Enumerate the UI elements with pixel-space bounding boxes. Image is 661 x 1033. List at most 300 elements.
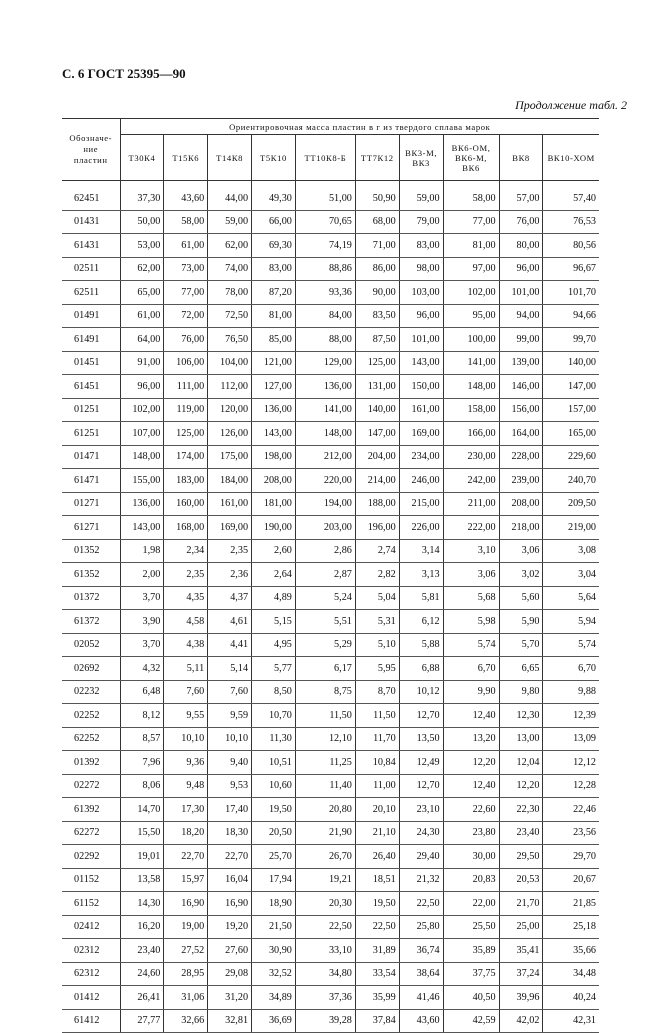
mass-value-cell: 96,00 xyxy=(399,304,443,328)
plate-designation-cell: 01451 xyxy=(62,351,120,375)
mass-value-cell: 22,30 xyxy=(499,798,543,822)
mass-value-cell: 16,90 xyxy=(208,892,252,916)
mass-value-cell: 166,00 xyxy=(443,422,499,446)
mass-value-cell: 30,00 xyxy=(443,845,499,869)
mass-value-cell: 41,46 xyxy=(399,986,443,1010)
mass-value-cell: 155,00 xyxy=(120,469,164,493)
mass-value-cell: 106,00 xyxy=(164,351,208,375)
mass-value-cell: 83,50 xyxy=(355,304,399,328)
plate-designation-cell: 61251 xyxy=(62,422,120,446)
mass-value-cell: 4,32 xyxy=(120,657,164,681)
mass-value-cell: 169,00 xyxy=(399,422,443,446)
mass-value-cell: 147,00 xyxy=(355,422,399,446)
mass-value-cell: 65,00 xyxy=(120,281,164,305)
mass-value-cell: 16,20 xyxy=(120,915,164,939)
table-row xyxy=(62,868,599,892)
mass-value-cell: 218,00 xyxy=(499,516,543,540)
mass-value-cell: 9,88 xyxy=(543,680,599,704)
mass-value-cell: 4,58 xyxy=(164,610,208,634)
plate-designation-cell: 02232 xyxy=(62,680,120,704)
grade-column-header: Т14К8 xyxy=(208,135,252,181)
mass-value-cell: 9,80 xyxy=(499,680,543,704)
mass-value-cell: 58,00 xyxy=(164,210,208,234)
mass-value-cell: 5,14 xyxy=(208,657,252,681)
mass-value-cell: 13,00 xyxy=(499,727,543,751)
mass-value-cell: 15,97 xyxy=(164,868,208,892)
mass-value-cell: 76,00 xyxy=(164,328,208,352)
mass-value-cell: 21,10 xyxy=(355,821,399,845)
mass-value-cell: 12,40 xyxy=(443,774,499,798)
mass-value-cell: 12,30 xyxy=(499,704,543,728)
mass-value-cell: 4,35 xyxy=(164,586,208,610)
mass-value-cell: 12,20 xyxy=(443,751,499,775)
mass-value-cell: 3,02 xyxy=(499,563,543,587)
mass-value-cell: 101,00 xyxy=(499,281,543,305)
mass-value-cell: 12,04 xyxy=(499,751,543,775)
mass-value-cell: 87,20 xyxy=(252,281,296,305)
mass-value-cell: 20,83 xyxy=(443,868,499,892)
mass-value-cell: 158,00 xyxy=(443,398,499,422)
mass-group-header: Ориентировочная масса пластин в г из твердого сплава марок xyxy=(120,119,599,135)
mass-value-cell: 31,20 xyxy=(208,986,252,1010)
mass-value-cell: 26,70 xyxy=(295,845,355,869)
mass-value-cell: 157,00 xyxy=(543,398,599,422)
mass-value-cell: 5,95 xyxy=(355,657,399,681)
mass-value-cell: 246,00 xyxy=(399,469,443,493)
plate-designation-cell: 02292 xyxy=(62,845,120,869)
table-header-row-group xyxy=(62,119,599,135)
mass-value-cell: 240,70 xyxy=(543,469,599,493)
table-row xyxy=(62,445,599,469)
mass-value-cell: 96,00 xyxy=(120,375,164,399)
mass-value-cell: 17,94 xyxy=(252,868,296,892)
table-row xyxy=(62,181,599,211)
mass-value-cell: 12,10 xyxy=(295,727,355,751)
grade-column-header: ВК8 xyxy=(499,135,543,181)
mass-value-cell: 7,60 xyxy=(164,680,208,704)
mass-value-cell: 228,00 xyxy=(499,445,543,469)
mass-value-cell: 53,00 xyxy=(120,234,164,258)
mass-value-cell: 76,53 xyxy=(543,210,599,234)
mass-value-cell: 8,75 xyxy=(295,680,355,704)
plate-designation-cell: 01251 xyxy=(62,398,120,422)
mass-value-cell: 169,00 xyxy=(208,516,252,540)
table-row xyxy=(62,962,599,986)
mass-value-cell: 90,00 xyxy=(355,281,399,305)
table-row xyxy=(62,821,599,845)
table-row xyxy=(62,704,599,728)
mass-value-cell: 146,00 xyxy=(499,375,543,399)
plate-designation-cell: 01271 xyxy=(62,492,120,516)
mass-value-cell: 12,28 xyxy=(543,774,599,798)
mass-value-cell: 16,04 xyxy=(208,868,252,892)
mass-value-cell: 20,80 xyxy=(295,798,355,822)
mass-value-cell: 5,60 xyxy=(499,586,543,610)
grade-column-header: ВК6-ОМ, ВК6-М, ВК6 xyxy=(443,135,499,181)
mass-value-cell: 4,95 xyxy=(252,633,296,657)
mass-value-cell: 98,00 xyxy=(399,257,443,281)
mass-value-cell: 2,60 xyxy=(252,539,296,563)
mass-value-cell: 12,40 xyxy=(443,704,499,728)
mass-value-cell: 5,64 xyxy=(543,586,599,610)
mass-value-cell: 19,21 xyxy=(295,868,355,892)
mass-value-cell: 81,00 xyxy=(443,234,499,258)
table-row xyxy=(62,375,599,399)
mass-value-cell: 127,00 xyxy=(252,375,296,399)
mass-value-cell: 25,50 xyxy=(443,915,499,939)
mass-value-cell: 242,00 xyxy=(443,469,499,493)
page-title: С. 6 ГОСТ 25395—90 xyxy=(62,66,186,81)
mass-value-cell: 5,77 xyxy=(252,657,296,681)
mass-value-cell: 11,40 xyxy=(295,774,355,798)
mass-value-cell: 3,04 xyxy=(543,563,599,587)
mass-value-cell: 99,00 xyxy=(499,328,543,352)
mass-value-cell: 6,88 xyxy=(399,657,443,681)
plate-designation-cell: 62312 xyxy=(62,962,120,986)
mass-value-cell: 22,60 xyxy=(443,798,499,822)
mass-value-cell: 222,00 xyxy=(443,516,499,540)
mass-value-cell: 13,58 xyxy=(120,868,164,892)
mass-value-cell: 95,00 xyxy=(443,304,499,328)
mass-value-cell: 10,84 xyxy=(355,751,399,775)
mass-value-cell: 9,55 xyxy=(164,704,208,728)
mass-value-cell: 42,31 xyxy=(543,1009,599,1033)
mass-value-cell: 19,50 xyxy=(252,798,296,822)
mass-value-cell: 13,09 xyxy=(543,727,599,751)
table-row xyxy=(62,210,599,234)
mass-value-cell: 3,70 xyxy=(120,586,164,610)
mass-value-cell: 20,53 xyxy=(499,868,543,892)
mass-value-cell: 59,00 xyxy=(208,210,252,234)
mass-value-cell: 12,70 xyxy=(399,704,443,728)
mass-value-cell: 91,00 xyxy=(120,351,164,375)
table-row xyxy=(62,398,599,422)
mass-value-cell: 148,00 xyxy=(295,422,355,446)
mass-value-cell: 5,31 xyxy=(355,610,399,634)
mass-value-cell: 5,74 xyxy=(543,633,599,657)
mass-value-cell: 22,00 xyxy=(443,892,499,916)
mass-value-cell: 174,00 xyxy=(164,445,208,469)
mass-value-cell: 77,00 xyxy=(164,281,208,305)
mass-value-cell: 40,50 xyxy=(443,986,499,1010)
mass-value-cell: 9,59 xyxy=(208,704,252,728)
mass-value-cell: 161,00 xyxy=(399,398,443,422)
table-row xyxy=(62,586,599,610)
mass-value-cell: 11,00 xyxy=(355,774,399,798)
table-continuation-label: Продолжение табл. 2 xyxy=(515,98,627,112)
mass-value-cell: 229,60 xyxy=(543,445,599,469)
mass-value-cell: 22,70 xyxy=(208,845,252,869)
mass-value-cell: 20,30 xyxy=(295,892,355,916)
mass-value-cell: 87,50 xyxy=(355,328,399,352)
mass-value-cell: 136,00 xyxy=(120,492,164,516)
mass-value-cell: 5,94 xyxy=(543,610,599,634)
mass-value-cell: 78,00 xyxy=(208,281,252,305)
mass-value-cell: 62,00 xyxy=(120,257,164,281)
table-row xyxy=(62,422,599,446)
mass-value-cell: 20,50 xyxy=(252,821,296,845)
mass-value-cell: 31,89 xyxy=(355,939,399,963)
mass-value-cell: 141,00 xyxy=(443,351,499,375)
mass-value-cell: 29,50 xyxy=(499,845,543,869)
plate-designation-cell: 01471 xyxy=(62,445,120,469)
mass-value-cell: 61,00 xyxy=(164,234,208,258)
grade-column-header: ВК10-ХОМ xyxy=(543,135,599,181)
plate-designation-cell: 61372 xyxy=(62,610,120,634)
mass-value-cell: 131,00 xyxy=(355,375,399,399)
mass-value-cell: 5,88 xyxy=(399,633,443,657)
mass-value-cell: 147,00 xyxy=(543,375,599,399)
mass-value-cell: 10,51 xyxy=(252,751,296,775)
mass-value-cell: 160,00 xyxy=(164,492,208,516)
mass-value-cell: 13,50 xyxy=(399,727,443,751)
plate-designation-cell: 02511 xyxy=(62,257,120,281)
mass-value-cell: 234,00 xyxy=(399,445,443,469)
grade-column-header: ТТ7К12 xyxy=(355,135,399,181)
plate-designation-cell: 02412 xyxy=(62,915,120,939)
mass-value-cell: 19,20 xyxy=(208,915,252,939)
mass-value-cell: 38,64 xyxy=(399,962,443,986)
mass-value-cell: 34,80 xyxy=(295,962,355,986)
mass-value-cell: 2,00 xyxy=(120,563,164,587)
mass-value-cell: 58,00 xyxy=(443,181,499,211)
mass-value-cell: 143,00 xyxy=(399,351,443,375)
mass-value-cell: 164,00 xyxy=(499,422,543,446)
mass-value-cell: 70,65 xyxy=(295,210,355,234)
mass-value-cell: 194,00 xyxy=(295,492,355,516)
mass-value-cell: 2,35 xyxy=(164,563,208,587)
grade-column-header: Т30К4 xyxy=(120,135,164,181)
mass-value-cell: 5,90 xyxy=(499,610,543,634)
plate-designation-cell: 61471 xyxy=(62,469,120,493)
mass-value-cell: 9,90 xyxy=(443,680,499,704)
mass-value-cell: 8,50 xyxy=(252,680,296,704)
mass-value-cell: 94,00 xyxy=(499,304,543,328)
table-row xyxy=(62,680,599,704)
mass-value-cell: 11,25 xyxy=(295,751,355,775)
mass-value-cell: 7,96 xyxy=(120,751,164,775)
mass-value-cell: 10,10 xyxy=(164,727,208,751)
mass-value-cell: 9,53 xyxy=(208,774,252,798)
mass-value-cell: 49,30 xyxy=(252,181,296,211)
grade-column-header: ВК3-М, ВК3 xyxy=(399,135,443,181)
mass-value-cell: 40,24 xyxy=(543,986,599,1010)
mass-value-cell: 239,00 xyxy=(499,469,543,493)
mass-value-cell: 214,00 xyxy=(355,469,399,493)
table-body xyxy=(62,181,599,1033)
mass-value-cell: 24,60 xyxy=(120,962,164,986)
mass-value-cell: 13,20 xyxy=(443,727,499,751)
mass-value-cell: 23,40 xyxy=(120,939,164,963)
mass-value-cell: 19,50 xyxy=(355,892,399,916)
mass-value-cell: 140,00 xyxy=(355,398,399,422)
mass-value-cell: 76,50 xyxy=(208,328,252,352)
mass-value-cell: 2,74 xyxy=(355,539,399,563)
mass-value-cell: 125,00 xyxy=(164,422,208,446)
mass-value-cell: 5,70 xyxy=(499,633,543,657)
mass-value-cell: 85,00 xyxy=(252,328,296,352)
mass-value-cell: 51,00 xyxy=(295,181,355,211)
mass-value-cell: 203,00 xyxy=(295,516,355,540)
mass-value-cell: 136,00 xyxy=(252,398,296,422)
mass-value-cell: 74,00 xyxy=(208,257,252,281)
mass-value-cell: 21,90 xyxy=(295,821,355,845)
mass-value-cell: 129,00 xyxy=(295,351,355,375)
plate-designation-cell: 62272 xyxy=(62,821,120,845)
mass-value-cell: 2,86 xyxy=(295,539,355,563)
mass-value-cell: 22,46 xyxy=(543,798,599,822)
table-row xyxy=(62,939,599,963)
mass-value-cell: 23,40 xyxy=(499,821,543,845)
mass-value-cell: 18,90 xyxy=(252,892,296,916)
table-row xyxy=(62,469,599,493)
mass-value-cell: 4,38 xyxy=(164,633,208,657)
mass-value-cell: 27,77 xyxy=(120,1009,164,1033)
mass-value-cell: 59,00 xyxy=(399,181,443,211)
mass-value-cell: 9,36 xyxy=(164,751,208,775)
mass-value-cell: 102,00 xyxy=(443,281,499,305)
table-row xyxy=(62,539,599,563)
table-row xyxy=(62,351,599,375)
mass-value-cell: 43,60 xyxy=(164,181,208,211)
mass-value-cell: 39,96 xyxy=(499,986,543,1010)
mass-value-cell: 20,67 xyxy=(543,868,599,892)
mass-value-cell: 5,98 xyxy=(443,610,499,634)
table-row xyxy=(62,328,599,352)
mass-value-cell: 50,00 xyxy=(120,210,164,234)
mass-value-cell: 2,64 xyxy=(252,563,296,587)
mass-value-cell: 12,20 xyxy=(499,774,543,798)
mass-value-cell: 25,70 xyxy=(252,845,296,869)
mass-value-cell: 57,40 xyxy=(543,181,599,211)
mass-value-cell: 3,06 xyxy=(443,563,499,587)
mass-value-cell: 198,00 xyxy=(252,445,296,469)
mass-value-cell: 190,00 xyxy=(252,516,296,540)
mass-value-cell: 96,00 xyxy=(499,257,543,281)
mass-value-cell: 31,06 xyxy=(164,986,208,1010)
mass-value-cell: 33,10 xyxy=(295,939,355,963)
mass-value-cell: 18,20 xyxy=(164,821,208,845)
mass-value-cell: 88,86 xyxy=(295,257,355,281)
plate-designation-cell: 01491 xyxy=(62,304,120,328)
mass-value-cell: 5,24 xyxy=(295,586,355,610)
mass-value-cell: 143,00 xyxy=(252,422,296,446)
mass-value-cell: 5,68 xyxy=(443,586,499,610)
mass-value-cell: 12,12 xyxy=(543,751,599,775)
mass-value-cell: 220,00 xyxy=(295,469,355,493)
mass-value-cell: 74,19 xyxy=(295,234,355,258)
plate-designation-cell: 02272 xyxy=(62,774,120,798)
mass-value-cell: 8,12 xyxy=(120,704,164,728)
mass-value-cell: 23,10 xyxy=(399,798,443,822)
mass-value-cell: 68,00 xyxy=(355,210,399,234)
mass-value-cell: 208,00 xyxy=(252,469,296,493)
mass-value-cell: 6,70 xyxy=(443,657,499,681)
mass-value-cell: 4,37 xyxy=(208,586,252,610)
mass-value-cell: 80,00 xyxy=(499,234,543,258)
mass-value-cell: 21,32 xyxy=(399,868,443,892)
mass-value-cell: 10,10 xyxy=(208,727,252,751)
mass-value-cell: 88,00 xyxy=(295,328,355,352)
mass-value-cell: 112,00 xyxy=(208,375,252,399)
mass-value-cell: 101,70 xyxy=(543,281,599,305)
mass-value-cell: 72,00 xyxy=(164,304,208,328)
mass-value-cell: 27,60 xyxy=(208,939,252,963)
mass-value-cell: 39,28 xyxy=(295,1009,355,1033)
mass-value-cell: 5,74 xyxy=(443,633,499,657)
mass-value-cell: 168,00 xyxy=(164,516,208,540)
plate-designation-cell: 01352 xyxy=(62,539,120,563)
mass-value-cell: 83,00 xyxy=(252,257,296,281)
mass-value-cell: 5,11 xyxy=(164,657,208,681)
mass-value-cell: 4,61 xyxy=(208,610,252,634)
mass-value-cell: 34,89 xyxy=(252,986,296,1010)
mass-value-cell: 29,70 xyxy=(543,845,599,869)
plate-designation-cell: 02252 xyxy=(62,704,120,728)
mass-value-cell: 212,00 xyxy=(295,445,355,469)
mass-value-cell: 22,50 xyxy=(399,892,443,916)
mass-value-cell: 83,00 xyxy=(399,234,443,258)
mass-value-cell: 64,00 xyxy=(120,328,164,352)
table-row xyxy=(62,915,599,939)
mass-value-cell: 10,60 xyxy=(252,774,296,798)
mass-value-cell: 42,59 xyxy=(443,1009,499,1033)
plate-designation-cell: 61491 xyxy=(62,328,120,352)
mass-value-cell: 104,00 xyxy=(208,351,252,375)
mass-value-cell: 22,50 xyxy=(355,915,399,939)
plate-designation-cell: 62451 xyxy=(62,181,120,211)
grade-column-header: Т5К10 xyxy=(252,135,296,181)
mass-value-cell: 14,30 xyxy=(120,892,164,916)
mass-value-cell: 33,54 xyxy=(355,962,399,986)
table-row xyxy=(62,798,599,822)
mass-value-cell: 18,30 xyxy=(208,821,252,845)
mass-value-cell: 37,24 xyxy=(499,962,543,986)
mass-value-cell: 69,30 xyxy=(252,234,296,258)
mass-value-cell: 35,89 xyxy=(443,939,499,963)
mass-value-cell: 211,00 xyxy=(443,492,499,516)
mass-value-cell: 120,00 xyxy=(208,398,252,422)
mass-value-cell: 136,00 xyxy=(295,375,355,399)
plate-designation-cell: 62511 xyxy=(62,281,120,305)
mass-value-cell: 208,00 xyxy=(499,492,543,516)
table-row xyxy=(62,774,599,798)
mass-value-cell: 10,70 xyxy=(252,704,296,728)
mass-value-cell: 5,29 xyxy=(295,633,355,657)
mass-value-cell: 150,00 xyxy=(399,375,443,399)
mass-value-cell: 2,82 xyxy=(355,563,399,587)
mass-value-cell: 22,50 xyxy=(295,915,355,939)
table-row xyxy=(62,516,599,540)
table-row xyxy=(62,563,599,587)
table-row xyxy=(62,845,599,869)
mass-value-cell: 6,17 xyxy=(295,657,355,681)
table-row xyxy=(62,281,599,305)
mass-value-cell: 22,70 xyxy=(164,845,208,869)
mass-value-cell: 21,70 xyxy=(499,892,543,916)
mass-value-cell: 9,48 xyxy=(164,774,208,798)
table-row xyxy=(62,492,599,516)
mass-value-cell: 8,70 xyxy=(355,680,399,704)
mass-value-cell: 6,48 xyxy=(120,680,164,704)
plate-designation-cell: 01392 xyxy=(62,751,120,775)
mass-value-cell: 148,00 xyxy=(120,445,164,469)
mass-value-cell: 6,65 xyxy=(499,657,543,681)
mass-value-cell: 76,00 xyxy=(499,210,543,234)
mass-value-cell: 14,70 xyxy=(120,798,164,822)
table-row xyxy=(62,727,599,751)
plate-designation-cell: 01152 xyxy=(62,868,120,892)
